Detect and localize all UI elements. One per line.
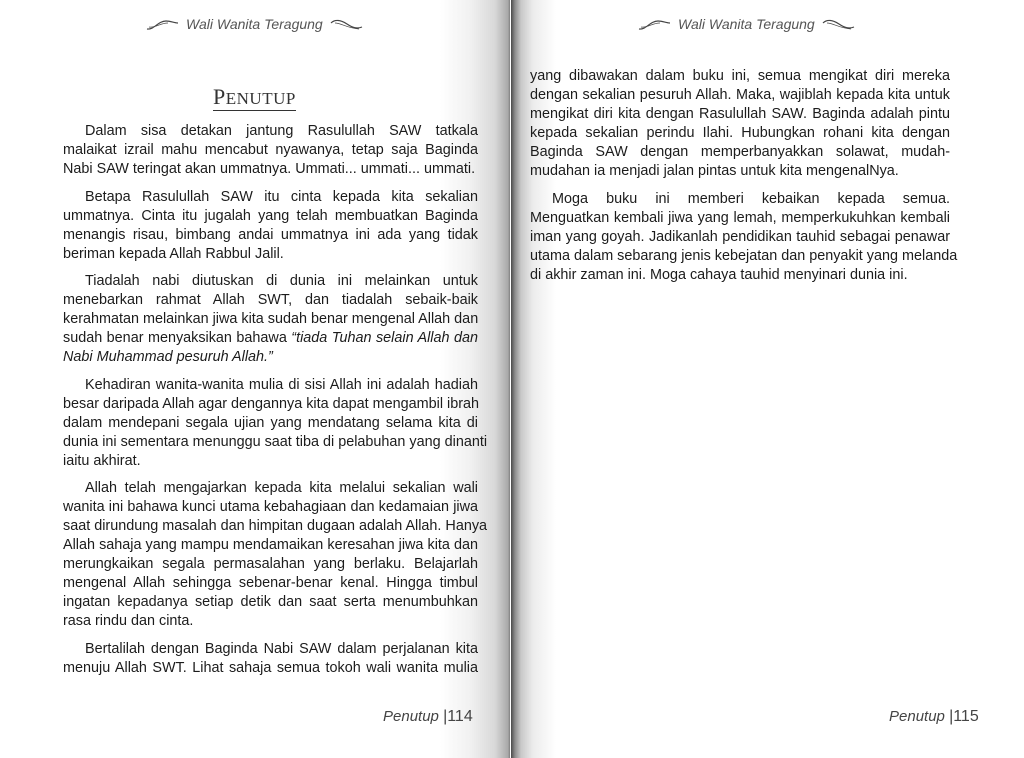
page-footer	[889, 708, 979, 726]
text-line: wanita ini bahawa kunci utama kebahagiaan dan kedamaian jiwa	[63, 499, 478, 515]
text-line: iaitu akhirat.	[63, 452, 141, 469]
text-line: Moga buku ini memberi kebaikan kepada semua.	[552, 190, 950, 207]
body-text	[530, 67, 958, 293]
title-rest: ENUTUP	[225, 89, 296, 108]
text-line: rasa rindu dan cinta.	[63, 613, 194, 629]
text-line: Allah sahaja yang mampu mendamaikan keresahan jiwa kita dan	[63, 537, 478, 553]
running-header	[146, 16, 363, 32]
footer-label: Penutup	[889, 708, 945, 725]
text-line: Bertalilah dengan Baginda Nabi SAW dalam perjalanan kita	[85, 640, 478, 657]
text-line: merungkaikan segala permasalahan yang berlaku. Belajarlah	[63, 556, 478, 572]
text-line: dalam mendepani segala ujian yang mendatang selama kita di	[63, 414, 478, 431]
text-line: beriman kepada Allah Rabbul Jalil.	[63, 245, 284, 262]
page-footer	[383, 708, 473, 726]
text-line: ingatan kepadanya setiap detik dan saat serta menumbuhkan	[63, 594, 478, 610]
paragraph	[63, 479, 488, 631]
text-line: kerahmatan melainkan jiwa kita sudah benar mengenal Allah dan	[63, 311, 479, 327]
paragraph	[63, 272, 478, 367]
flourish-left-icon	[638, 17, 672, 31]
paragraph	[63, 376, 488, 471]
text-line: Kehadiran wanita-wanita mulia di sisi Allah ini adalah hadiah	[85, 376, 478, 393]
text-line	[63, 329, 478, 348]
paragraph	[530, 190, 958, 285]
text-line: yang dibawakan dalam buku ini, semua mengikat diri mereka	[530, 68, 950, 84]
text-line: Menguatkan kembali jiwa yang lemah, memperkukuhkan kembali	[530, 209, 950, 226]
text-line: Dalam sisa detakan jantung Rasulullah SAW tatkala	[85, 123, 478, 139]
italic-quote: Nabi Muhammad pesuruh Allah.”	[63, 349, 273, 365]
text-line: mengikat diri kita dengan Rasulullah SAW. Baginda adalah pintu	[530, 106, 950, 122]
page-number: |115	[949, 708, 979, 725]
text-line: Betapa Rasulullah SAW itu cinta kepada kita sekalian	[85, 188, 478, 205]
text-line: menangis risau, bimbang andai ummatnya ini ada yang tidak	[63, 226, 478, 243]
paragraph	[63, 640, 478, 678]
text-line: iman yang goyah. Jadikanlah pendidikan tauhid sebagai penawar	[530, 228, 950, 245]
italic-quote: “tiada Tuhan selain Allah dan	[291, 330, 478, 346]
text-line: menebarkan rahmat Allah SWT, dan tiadalah sebaik-baik	[63, 292, 478, 308]
paragraph	[63, 122, 478, 179]
text-line: Allah telah mengajarkan kepada kita melalui sekalian wali	[85, 480, 478, 496]
text-line: Baginda SAW dengan memperbanyakkan solawat, mudah-	[530, 144, 950, 160]
running-header	[638, 16, 855, 32]
text-line: mengenal Allah sehingga sebenar-benar kenal. Hingga timbul	[63, 575, 478, 591]
text-line: kepada sekalian perindu Ilahi. Hubungkan rohani kita dengan	[530, 125, 950, 141]
header-text: Wali Wanita Teragung	[186, 16, 323, 32]
chapter-title	[213, 86, 296, 111]
flourish-left-icon	[146, 17, 180, 31]
text-line: di akhir zaman ini. Moga cahaya tauhid menyinari dunia ini.	[530, 266, 908, 283]
paragraph	[63, 188, 478, 264]
page-number: |114	[443, 708, 473, 725]
text-line: menuju Allah SWT. Lihat sahaja semua tokoh wali wanita mulia	[63, 659, 478, 676]
body-text	[63, 122, 488, 686]
flourish-right-icon	[329, 17, 363, 31]
footer-label: Penutup	[383, 708, 439, 725]
title-initial: P	[213, 84, 226, 109]
left-page	[0, 0, 510, 758]
text-segment: sudah benar menyaksikan bahawa	[63, 330, 292, 346]
text-line: dengan sekalian pesuruh Allah. Maka, wajiblah kepada kita untuk	[530, 87, 950, 103]
text-line: mudahan ia menjadi jalan pintas untuk kita mengenalNya.	[530, 163, 899, 179]
text-line: malaikat izrail mahu mencabut nyawanya, tetap saja Baginda	[63, 142, 478, 158]
paragraph	[530, 67, 950, 181]
text-line: utama dalam sebarang jenis kebejatan dan penyakit yang melanda	[530, 247, 958, 264]
text-line: besar daripada Allah agar dengannya kita dapat mengambil ibrah	[63, 395, 480, 412]
flourish-right-icon	[821, 17, 855, 31]
text-line	[63, 348, 478, 367]
text-line: ummatnya. Cinta itu jugalah yang telah membuatkan Baginda	[63, 207, 478, 224]
header-text: Wali Wanita Teragung	[678, 16, 815, 32]
text-line: Tiadalah nabi diutuskan di dunia ini melainkan untuk	[85, 273, 478, 289]
text-line: saat dirundung masalah dan himpitan dugaan adalah Allah. Hanya	[63, 518, 488, 534]
right-page	[511, 0, 1024, 758]
text-line: dunia ini sementara menunggu saat tiba di pelabuhan yang dinanti	[63, 433, 488, 450]
text-line: Nabi SAW teringat akan ummatnya. Ummati... ummati... ummati.	[63, 161, 476, 177]
